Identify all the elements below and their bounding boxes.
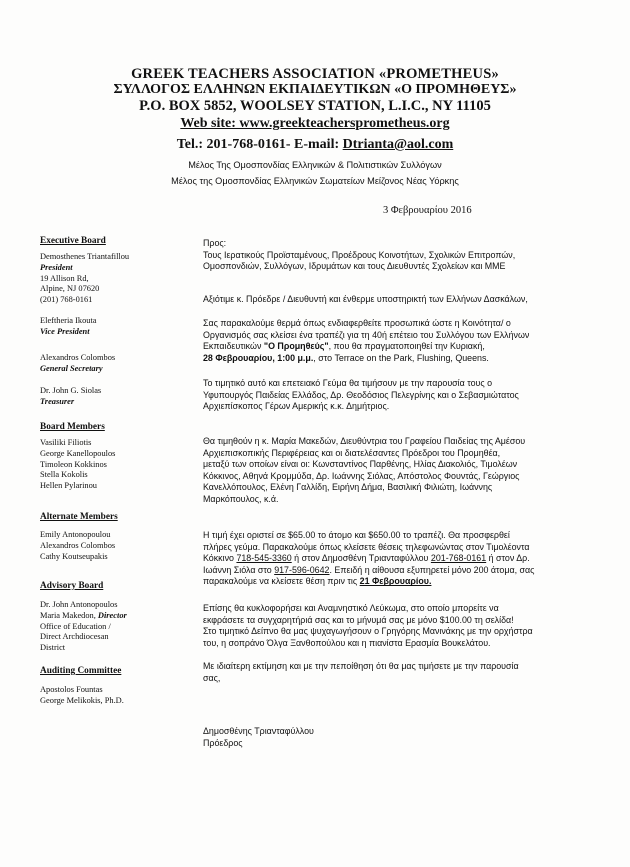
paragraph-line bbox=[203, 341, 603, 353]
paragraph-line bbox=[203, 576, 603, 588]
tel-label: Tel.: 201-768-0161- E-mail: bbox=[176, 137, 343, 152]
text-run: Κόκκινο bbox=[203, 553, 237, 564]
membership-line-2: Μέλος της Ομοσπονδίας Ελληνικών Σωματείων Μείζονος Νέας Υόρκης bbox=[171, 176, 459, 186]
paragraph-line: Οργανισμός σας κλείσει ένα τραπέζι για τη 40ή επέτειο του Συλλόγου των Ελλήνων bbox=[203, 329, 530, 340]
paragraph-line bbox=[203, 565, 603, 577]
executive-vice-president bbox=[40, 316, 190, 338]
membership-line-1: Μέλος Της Ομοσπονδίας Ελληνικών & Πολιτιστικών Συλλόγων bbox=[188, 160, 442, 170]
deadline-date: 21 Φεβρουαρίου. bbox=[359, 576, 432, 587]
paragraph-line: Μαρκόπουλος, κ.ά. bbox=[203, 493, 279, 504]
text-run: ή στον Δημοσθένη Τριανταφύλλου bbox=[291, 553, 431, 564]
board-members-title: Board Members bbox=[40, 422, 105, 432]
advisory-board-title: Advisory Board bbox=[40, 581, 104, 591]
to-label: Προς: bbox=[203, 238, 227, 248]
phone-number: 201-768-0161 bbox=[430, 553, 487, 564]
paragraph-invitation bbox=[203, 318, 603, 364]
paragraph-line: του, η σοπράνο Όλγα Ξανθοπούλου και η πιανίστα Ερασμία Βουκελάτου. bbox=[203, 637, 491, 648]
text-run: ή στον Δρ. bbox=[486, 553, 530, 564]
recipients-block bbox=[203, 238, 603, 273]
alternate-members-list bbox=[40, 530, 190, 562]
list-item: Timoleon Kokkinos bbox=[40, 459, 107, 469]
phone-number: 917-596-0642 bbox=[274, 564, 330, 575]
text-run: παρακαλούμε να κλείσετε θέση πριν τις bbox=[203, 576, 360, 587]
member-role: General Secretary bbox=[40, 363, 103, 373]
list-item: District bbox=[40, 643, 66, 653]
board-members-section bbox=[40, 422, 190, 433]
list-item bbox=[40, 611, 190, 622]
letter-date: 3 Φεβρουαρίου 2016 bbox=[383, 205, 472, 216]
text-run: "Ο Προμηθεύς" bbox=[263, 341, 329, 352]
text-run: Εκπαιδευτικών bbox=[203, 341, 264, 352]
email-link: Dtrianta@aol.com bbox=[342, 137, 454, 152]
paragraph-line: Με ιδιαίτερη εκτίμηση και με την πεποίθηση ότι θα μας τιμήσετε με την παρουσία bbox=[203, 661, 519, 671]
paragraph-line bbox=[203, 553, 603, 565]
executive-board-section bbox=[40, 236, 190, 247]
list-item: Vasiliki Filiotis bbox=[40, 438, 92, 447]
advisory-board-list bbox=[40, 600, 190, 654]
recipients-line: Τους Ιερατικούς Προϊσταμένους, Προέδρους Κοινοτήτων, Σχολικών Επιτροπών, bbox=[203, 249, 516, 260]
signature-block bbox=[203, 726, 603, 749]
paragraph-album bbox=[203, 603, 603, 649]
text-run: Ιωάννη Σιόλα στο bbox=[203, 564, 275, 575]
phone-number: 718-545-3360 bbox=[236, 553, 292, 564]
executive-treasurer bbox=[40, 386, 190, 408]
list-item: Hellen Pylarinou bbox=[40, 481, 97, 491]
signatory-title: Πρόεδρος bbox=[203, 737, 243, 748]
paragraph-line bbox=[203, 353, 603, 365]
paragraph-line: Επίσης θα κυκλοφορήσει και Αναμνηστικό Λεύκωμα, στο οποίο μπορείτε να bbox=[203, 603, 499, 613]
member-role: Treasurer bbox=[40, 396, 75, 406]
org-name-greek: ΣΥΛΛΟΓΟΣ ΕΛΛΗΝΩΝ ΕΚΠΑΙΔΕΥΤΙΚΩΝ «Ο ΠΡΟΜΗΘΕΥΣ» bbox=[113, 82, 517, 97]
member-role: President bbox=[40, 262, 73, 272]
alternate-members-section bbox=[40, 512, 190, 523]
member-name: Alexandros Colombos bbox=[40, 353, 116, 362]
paragraph-line: Το τιμητικό αυτό και επετειακό Γεύμα θα τιμήσουν με την παρουσία τους ο bbox=[203, 378, 493, 388]
paragraph-line: Αρχιεπισκοπικής Περιφέρειας και οι διατελέσαντες Πρόεδροι του Προμηθέα, bbox=[203, 447, 501, 458]
org-name-english: GREEK TEACHERS ASSOCIATION «PROMETHEUS» bbox=[131, 66, 499, 82]
paragraph-line: πλήρες γεύμα. Παρακαλούμε όπως κλείσετε θέσεις τηλεφωνώντας στον Τιμολέοντα bbox=[203, 541, 530, 552]
event-date: 28 Φεβρουαρίου, 1:00 μ.μ. bbox=[203, 352, 314, 363]
paragraph-line: Η τιμή έχει οριστεί σε $65.00 το άτομο και $650.00 το τραπέζι. Θα προσφερθεί bbox=[203, 530, 510, 540]
alternate-members-title: Alternate Members bbox=[40, 512, 118, 522]
paragraph-line: Σας παρακαλούμε θερμά όπως ενδιαφερθείτε προσωπικά ώστε η Κοινότητα/ ο bbox=[203, 318, 511, 328]
executive-secretary bbox=[40, 353, 190, 375]
list-item: George Kanellopoulos bbox=[40, 448, 116, 458]
paragraph-line: Θα τιμηθούν η κ. Μαρία Μακεδών, Διευθύντρια του Γραφείου Παιδείας της Αμέσου bbox=[203, 436, 526, 446]
list-item: Apostolos Fountas bbox=[40, 685, 103, 694]
address-line: Alpine, NJ 07620 bbox=[40, 284, 100, 294]
paragraph-line: σας, bbox=[203, 672, 221, 683]
auditing-committee-list bbox=[40, 685, 190, 707]
paragraph-line: εκφράσετε τα συγχαρητήριά σας και το μήνυμά σας με μόνο $100.00 τη σελίδα! bbox=[203, 614, 514, 625]
advisory-board-section bbox=[40, 581, 190, 592]
paragraph-guests bbox=[203, 378, 603, 413]
executive-president bbox=[40, 252, 190, 306]
paragraph-honorees bbox=[203, 436, 603, 506]
auditing-committee-section bbox=[40, 666, 190, 677]
phone-line: (201) 768-0161 bbox=[40, 295, 93, 305]
org-address: P.O. BOX 5852, WOOLSEY STATION, L.I.C., NY 11105 bbox=[139, 98, 491, 114]
list-item: Alexandros Colombos bbox=[40, 540, 116, 550]
member-name: Maria Makedon, bbox=[40, 610, 98, 620]
paragraph-line: Υφυπουργός Παιδείας Ελλάδος, Δρ. Θεοδόσιος Πελεγρίνης και ο Σεβασμιώτατος bbox=[203, 389, 519, 400]
list-item: Dr. John Antonopoulos bbox=[40, 600, 118, 609]
paragraph-pricing bbox=[203, 530, 603, 588]
list-item: Emily Antonopoulou bbox=[40, 530, 111, 539]
org-website: Web site: www.greekteachersprometheus.org bbox=[180, 116, 450, 131]
text-run: . Επειδή η αίθουσα εξυπηρετεί μόνο 200 άτομα, σας bbox=[329, 564, 535, 575]
paragraph-line: Κανελλόπουλος, Ελένη Γαλλίδη, Ειρήνη Δήμα, Βασιλική Φιλιώτη, Ιωάννης bbox=[203, 482, 493, 493]
address-line: 19 Allison Rd, bbox=[40, 273, 89, 283]
paragraph-closing bbox=[203, 661, 603, 684]
member-name: Eleftheria Ikouta bbox=[40, 316, 97, 325]
signatory-name: Δημοσθένης Τριανταφύλλου bbox=[203, 726, 314, 736]
member-name: Dr. John G. Siolas bbox=[40, 386, 102, 395]
auditing-committee-title: Auditing Committee bbox=[40, 666, 122, 676]
paragraph-line: Αρχιεπίσκοπος Γέρων Αμερικής κ.κ. Δημήτριος. bbox=[203, 401, 390, 412]
board-members-list bbox=[40, 438, 190, 492]
member-role: Vice President bbox=[40, 326, 90, 336]
list-item: George Melikokis, Ph.D. bbox=[40, 695, 124, 705]
list-item: Cathy Koutseupakis bbox=[40, 551, 108, 561]
list-item: Direct Archdiocesan bbox=[40, 632, 109, 642]
text-run: , στο Terrace on the Park, Flushing, Queens. bbox=[313, 352, 489, 363]
greeting: Αξιότιμε κ. Πρόεδρε / Διευθυντή και ένθερμε υποστηρικτή των Ελλήνων Δασκάλων, bbox=[203, 294, 528, 304]
text-run: , που θα πραγματοποιηθεί την Κυριακή, bbox=[328, 341, 485, 352]
list-item: Office of Education / bbox=[40, 621, 111, 631]
paragraph-line: μεταξύ των οποίων είναι οι: Κωνσταντίνος Παρθένης, Ηλίας Διακολιός, Τιμολέων bbox=[203, 459, 518, 470]
paragraph-line: Στο τιμητικό Δείπνο θα μας ψυχαγωγήσουν ο Γρηγόρης Μανινάκης με την ορχήστρα bbox=[203, 626, 533, 637]
member-name: Demosthenes Triantafillou bbox=[40, 252, 130, 261]
member-role: Director bbox=[97, 610, 127, 620]
recipients-line: Ομοσπονδιών, Συλλόγων, Ιδρυμάτων και τους Διευθυντές Σχολείων και ΜΜΕ bbox=[203, 261, 506, 272]
org-contact bbox=[0, 137, 630, 153]
executive-board-title: Executive Board bbox=[40, 236, 106, 246]
paragraph-line: Κόκκινος, Αθηνά Κρομμύδα, Δρ. Ιωάννης Σιόλας, Απόστολος Φουντάς, Γεώργιος bbox=[203, 470, 520, 481]
list-item: Stella Kokolis bbox=[40, 470, 88, 480]
